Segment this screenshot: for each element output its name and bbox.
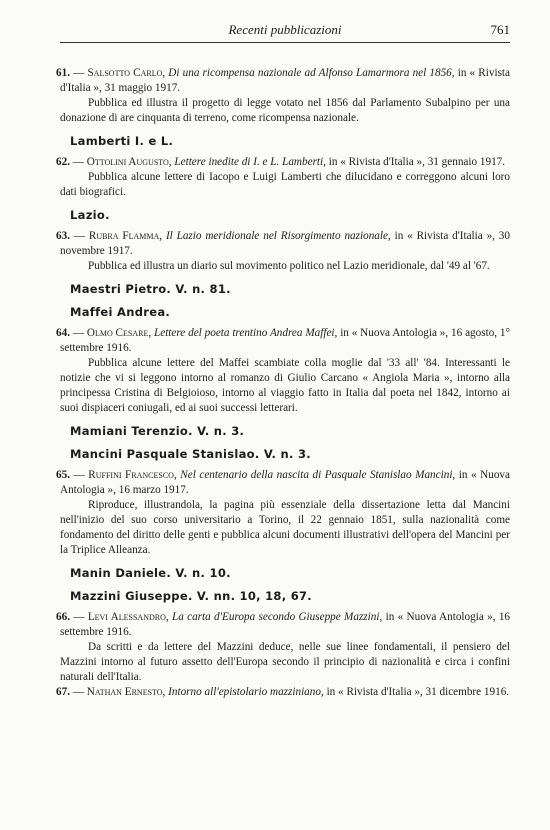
entry-title: Nel centenario della nascita di Pasquale Stanislao Mancini, [176,469,456,481]
entry-author: Ruffini Francesco, [88,469,177,481]
entry-description: Pubblica ed illustra il progetto di legge votato nel 1856 dal Parlamento Subalpino per una donazione di are cinquanta di terreno, come ricompensa nazionale. [60,97,510,124]
entry-title: Intorno all'epistolario mazziniano, [165,686,324,698]
entry-description: Riproduce, illustrandola, la pagina più essenziale della dissertazione letta dal Mancini nell'inizio del suo corso universitario a Torino, il 22 gennaio 1851, sulla nazionalità come fondamento del diritto delle genti e pubblica alcuni documenti illustrativi dell'opera del Mancini per la Triplice Alleanza. [60,499,510,556]
entry-source: in « Rivista d'Italia », 31 maggio 1917. [60,67,510,94]
bibliography-entry [56,229,510,274]
subject-heading: Mamiani Terenzio. V. n. 3. [70,424,245,438]
entry-citation [56,229,510,259]
bibliography-entry [56,66,510,126]
bibliography-list [56,66,511,700]
entry-number: 65. [56,469,70,481]
bibliography-entry [56,468,510,558]
entry-citation [56,468,510,498]
entry-number: 61. [56,67,70,79]
entry-dash: — [69,156,87,168]
entry-author: Levi Alessandro, [87,611,169,623]
subject-heading: Lazio. [70,208,110,222]
subject-heading: Mancini Pasquale Stanislao. V. n. 3. [70,447,311,461]
entry-author: Olmo Cesare, [86,327,152,339]
entry-dash: — [69,469,89,481]
entry-description: Pubblica alcune lettere del Maffei scambiate colla moglie dal '33 all' '84. Interessanti le notizie che vi si leggono intorno al romanzo di Giulio Carcano « Angiola Maria », intorno alla principessa Cristina di Belgioioso, intorno al viaggio fatto in Italia dal poeta nel 1842, intorno ai suoi dispiaceri coniugali, ed ai suoi successi letterari. [60,357,510,414]
entry-number: 62. [56,156,70,168]
entry-dash: — [69,327,87,339]
subject-heading: Maffei Andrea. [70,305,171,319]
entry-citation [56,610,511,640]
subject-heading: Manin Daniele. V. n. 10. [70,566,231,580]
entry-number: 66. [56,611,70,623]
entry-source: in « Rivista d'Italia », 30 novembre 1917. [60,230,510,257]
entry-dash: — [69,611,88,623]
entry-description: Pubblica alcune lettere di Iacopo e Luigi Lamberti che dilucidano e correggono alcuni loro dati biografici. [60,171,510,198]
entry-title: Lettere del poeta trentino Andrea Maffei, [151,327,338,339]
entry-dash: — [69,686,87,698]
entry-description: Pubblica ed illustra un diario sul movimento politico nel Lazio meridionale, dal '49 al '67. [88,260,490,272]
entry-title: Lettere inedite di I. e L. Lamberti, [171,156,326,168]
page-header [60,20,510,43]
entry-dash: — [69,230,89,242]
bibliography-entry [56,326,510,416]
entry-source: in « Nuova Antologia », 16 marzo 1917. [60,469,510,496]
bibliography-entry [56,610,511,685]
subject-heading: Mazzini Giuseppe. V. nn. 10, 18, 67. [70,589,312,603]
entry-citation [56,685,510,700]
bibliography-entry [56,155,510,200]
entry-citation [56,66,510,96]
entry-source: in « Rivista d'Italia », 31 gennaio 1917. [325,156,506,168]
entry-author: Ottolini Augusto, [86,156,172,168]
entry-dash: — [69,67,88,79]
subject-heading: Maestri Pietro. V. n. 81. [70,282,231,296]
entry-source: in « Nuova Antologia », 16 settembre 1916. [60,611,511,638]
entry-description: Da scritti e da lettere del Mazzini deduce, nelle sue linee fondamentali, il pensiero del Mazzini intorno al futuro assetto dell'Europa secondo il principio di nazionalità e circa i confini naturali dell'Italia. [60,641,510,683]
page-number: 761 [490,22,510,37]
entry-number: 64. [56,327,70,339]
entry-source: in « Nuova Antologia », 16 agosto, 1° settembre 1916. [60,327,510,354]
bibliography-entry [56,685,510,700]
entry-author: Nathan Ernesto, [86,686,166,698]
entry-number: 63. [56,230,70,242]
entry-citation [56,326,510,356]
entry-author: Salsotto Carlo, [87,67,166,79]
running-title: Recenti pubblicazioni [228,22,342,37]
entry-citation [56,155,510,170]
entry-author: Rubra Flamma, [88,230,163,242]
subject-heading: Lamberti I. e L. [70,134,174,148]
entry-title: Di una ricompensa nazionale ad Alfonso Lamarmora nel 1856, [165,67,455,79]
entry-title: La carta d'Europa secondo Giuseppe Mazzini, [168,611,383,623]
entry-title: Il Lazio meridionale nel Risorgimento nazionale, [162,230,391,242]
entry-source: in « Rivista d'Italia », 31 dicembre 1916. [323,686,510,698]
entry-number: 67. [56,686,70,698]
